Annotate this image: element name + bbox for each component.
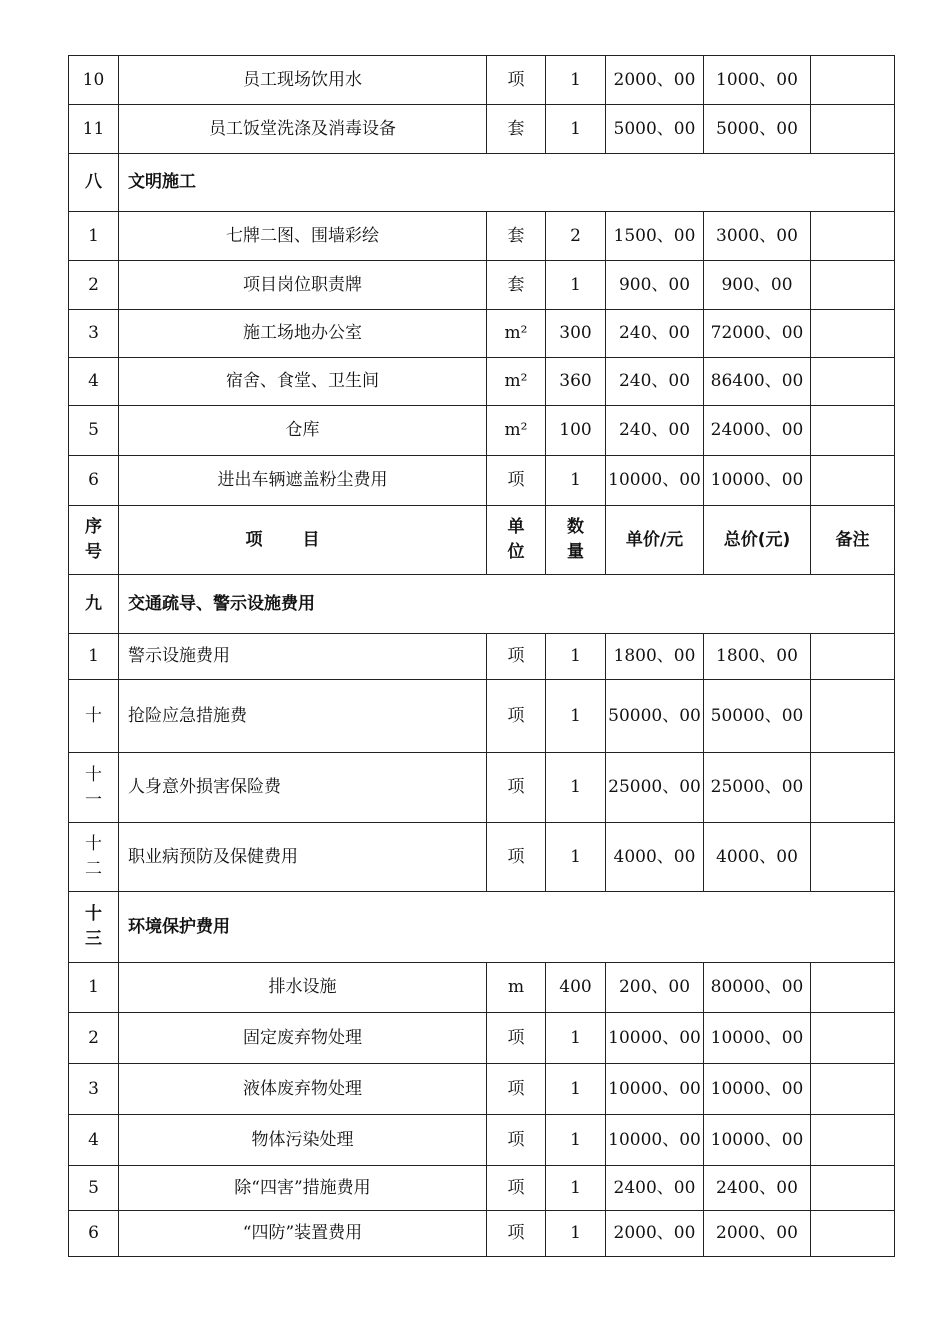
unit: 项	[487, 1115, 546, 1166]
table-row	[69, 680, 895, 753]
table-row	[69, 634, 895, 680]
unit: 项	[487, 634, 546, 680]
section-number: 八	[69, 154, 119, 212]
quantity: 360	[546, 358, 606, 406]
row-number: 3	[69, 310, 119, 358]
total-price: 72000、00	[704, 310, 811, 358]
row-number: 5	[69, 1166, 119, 1211]
total-price: 10000、00	[704, 1013, 811, 1064]
quantity: 400	[546, 963, 606, 1013]
section-title: 交通疏导、警示设施费用	[119, 575, 895, 634]
item-name: 物体污染处理	[119, 1115, 487, 1166]
unit: 项	[487, 456, 546, 506]
remark	[811, 56, 895, 105]
remark	[811, 406, 895, 456]
row-number: 6	[69, 1211, 119, 1257]
row-number: 4	[69, 358, 119, 406]
item-name: 员工现场饮用水	[119, 56, 487, 105]
unit-price: 25000、00	[606, 753, 704, 823]
table-row	[69, 105, 895, 154]
row-number: 十二	[69, 823, 119, 892]
remark	[811, 823, 895, 892]
total-price: 10000、00	[704, 1115, 811, 1166]
remark	[811, 1013, 895, 1064]
section-row	[69, 154, 895, 212]
table-row	[69, 406, 895, 456]
quantity: 1	[546, 1166, 606, 1211]
total-price: 24000、00	[704, 406, 811, 456]
quantity: 1	[546, 1064, 606, 1115]
unit-price: 240、00	[606, 358, 704, 406]
table-row	[69, 963, 895, 1013]
quantity: 1	[546, 456, 606, 506]
header-remark: 备注	[811, 506, 895, 575]
item-name: 除“四害”措施费用	[119, 1166, 487, 1211]
unit-price: 4000、00	[606, 823, 704, 892]
unit-price: 2000、00	[606, 56, 704, 105]
total-price: 1800、00	[704, 634, 811, 680]
table-row	[69, 753, 895, 823]
total-price: 3000、00	[704, 212, 811, 261]
total-price: 900、00	[704, 261, 811, 310]
table-row	[69, 310, 895, 358]
table-row	[69, 1166, 895, 1211]
section-title: 环境保护费用	[119, 892, 895, 963]
remark	[811, 1211, 895, 1257]
item-name: 仓库	[119, 406, 487, 456]
header-unit-price: 单价/元	[606, 506, 704, 575]
header-unit: 单位	[487, 506, 546, 575]
unit: 项	[487, 1211, 546, 1257]
budget-table	[68, 55, 895, 1257]
total-price: 50000、00	[704, 680, 811, 753]
unit-price: 10000、00	[606, 1115, 704, 1166]
quantity: 1	[546, 1013, 606, 1064]
remark	[811, 212, 895, 261]
item-name: 固定废弃物处理	[119, 1013, 487, 1064]
item-name: “四防”装置费用	[119, 1211, 487, 1257]
unit: 项	[487, 823, 546, 892]
unit: 套	[487, 105, 546, 154]
unit-price: 240、00	[606, 406, 704, 456]
unit: 项	[487, 680, 546, 753]
table-row	[69, 456, 895, 506]
remark	[811, 1064, 895, 1115]
quantity: 300	[546, 310, 606, 358]
remark	[811, 105, 895, 154]
item-name: 职业病预防及保健费用	[119, 823, 487, 892]
unit-price: 5000、00	[606, 105, 704, 154]
total-price: 2400、00	[704, 1166, 811, 1211]
unit: 项	[487, 1064, 546, 1115]
item-name: 人身意外损害保险费	[119, 753, 487, 823]
item-name: 宿舍、食堂、卫生间	[119, 358, 487, 406]
quantity: 1	[546, 753, 606, 823]
quantity: 1	[546, 1115, 606, 1166]
section-number: 九	[69, 575, 119, 634]
unit: m²	[487, 406, 546, 456]
header-quantity: 数量	[546, 506, 606, 575]
row-number: 2	[69, 1013, 119, 1064]
unit-price: 200、00	[606, 963, 704, 1013]
quantity: 100	[546, 406, 606, 456]
total-price: 80000、00	[704, 963, 811, 1013]
row-number: 十	[69, 680, 119, 753]
row-number: 4	[69, 1115, 119, 1166]
unit-price: 1800、00	[606, 634, 704, 680]
unit: 项	[487, 753, 546, 823]
item-name: 排水设施	[119, 963, 487, 1013]
table-row	[69, 56, 895, 105]
unit: 项	[487, 1013, 546, 1064]
total-price: 10000、00	[704, 1064, 811, 1115]
total-price: 10000、00	[704, 456, 811, 506]
remark	[811, 358, 895, 406]
table-row	[69, 1064, 895, 1115]
quantity: 1	[546, 634, 606, 680]
unit: m²	[487, 358, 546, 406]
table-row	[69, 261, 895, 310]
row-number: 1	[69, 963, 119, 1013]
quantity: 1	[546, 56, 606, 105]
quantity: 1	[546, 105, 606, 154]
quantity: 2	[546, 212, 606, 261]
total-price: 2000、00	[704, 1211, 811, 1257]
item-name: 项目岗位职责牌	[119, 261, 487, 310]
unit: 项	[487, 56, 546, 105]
unit: 项	[487, 1166, 546, 1211]
remark	[811, 680, 895, 753]
remark	[811, 1115, 895, 1166]
table-row	[69, 1115, 895, 1166]
item-name: 七牌二图、围墙彩绘	[119, 212, 487, 261]
total-price: 86400、00	[704, 358, 811, 406]
unit: 套	[487, 212, 546, 261]
table-row	[69, 1013, 895, 1064]
header-row	[69, 506, 895, 575]
remark	[811, 261, 895, 310]
item-name: 液体废弃物处理	[119, 1064, 487, 1115]
row-number: 6	[69, 456, 119, 506]
table-row	[69, 212, 895, 261]
total-price: 4000、00	[704, 823, 811, 892]
item-name: 警示设施费用	[119, 634, 487, 680]
row-number: 十一	[69, 753, 119, 823]
unit-price: 50000、00	[606, 680, 704, 753]
quantity: 1	[546, 1211, 606, 1257]
unit-price: 900、00	[606, 261, 704, 310]
remark	[811, 753, 895, 823]
unit-price: 2000、00	[606, 1211, 704, 1257]
row-number: 5	[69, 406, 119, 456]
total-price: 25000、00	[704, 753, 811, 823]
unit-price: 240、00	[606, 310, 704, 358]
remark	[811, 634, 895, 680]
quantity: 1	[546, 680, 606, 753]
table-row	[69, 358, 895, 406]
row-number: 11	[69, 105, 119, 154]
item-name: 员工饭堂洗涤及消毒设备	[119, 105, 487, 154]
unit: m²	[487, 310, 546, 358]
header-number: 序号	[69, 506, 119, 575]
remark	[811, 456, 895, 506]
total-price: 5000、00	[704, 105, 811, 154]
item-name: 施工场地办公室	[119, 310, 487, 358]
row-number: 3	[69, 1064, 119, 1115]
header-total-price: 总价(元)	[704, 506, 811, 575]
total-price: 1000、00	[704, 56, 811, 105]
item-name: 抢险应急措施费	[119, 680, 487, 753]
unit-price: 10000、00	[606, 1013, 704, 1064]
row-number: 2	[69, 261, 119, 310]
section-title: 文明施工	[119, 154, 895, 212]
remark	[811, 963, 895, 1013]
row-number: 10	[69, 56, 119, 105]
unit-price: 10000、00	[606, 1064, 704, 1115]
table-row	[69, 1211, 895, 1257]
section-number: 十三	[69, 892, 119, 963]
row-number: 1	[69, 634, 119, 680]
quantity: 1	[546, 823, 606, 892]
quantity: 1	[546, 261, 606, 310]
unit: m	[487, 963, 546, 1013]
unit: 套	[487, 261, 546, 310]
remark	[811, 310, 895, 358]
remark	[811, 1166, 895, 1211]
row-number: 1	[69, 212, 119, 261]
section-row	[69, 575, 895, 634]
table-row	[69, 823, 895, 892]
item-name: 进出车辆遮盖粉尘费用	[119, 456, 487, 506]
section-row	[69, 892, 895, 963]
header-item: 项目	[119, 506, 487, 575]
unit-price: 1500、00	[606, 212, 704, 261]
unit-price: 10000、00	[606, 456, 704, 506]
unit-price: 2400、00	[606, 1166, 704, 1211]
